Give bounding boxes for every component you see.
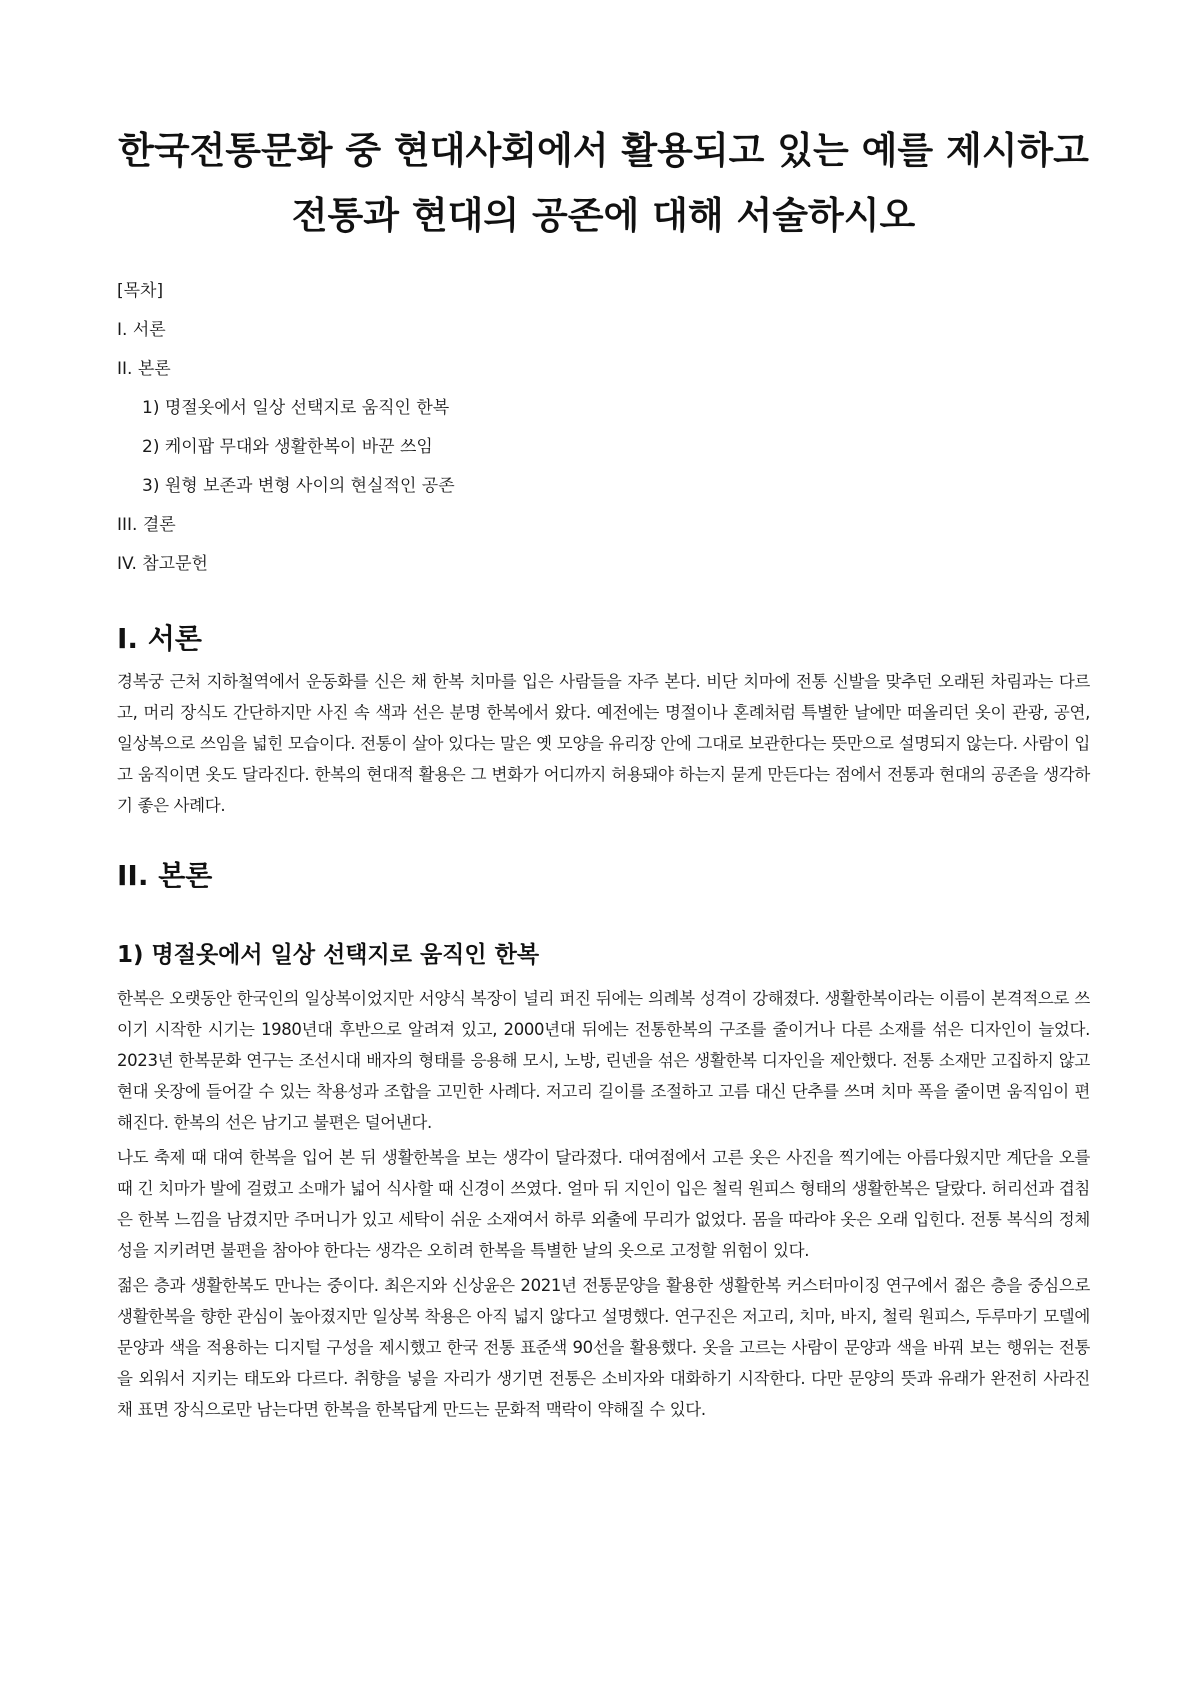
body-sub1-paragraph-2: 나도 축제 때 대여 한복을 입어 본 뒤 생활한복을 보는 생각이 달라졌다. 대여점에서 고른 옷은 사진을 찍기에는 아름다웠지만 계단을 오를 때 긴 치마가 발에 걸렸고 소매가 넓어 식사할 때 신경이 쓰였다. 얼마 뒤 지인이 입은 철릭 원피스 형태의 생활한복은 달랐다. 허리선과 겹침은 한복 느낌을 남겼지만 주머니가 있고 세탁이 쉬운 소재여서 하루 외출에 무리가 없었다. 몸을 따라야 옷은 오래 입힌다. 전통 복식의 정체성을 지키려면 불편을 참아야 한다는 생각은 오히려 한복을 특별한 날의 옷으로 고정할 위험이 있다. [117, 1148, 1090, 1260]
body-sub1-paragraph-1: 한복은 오랫동안 한국인의 일상복이었지만 서양식 복장이 널리 퍼진 뒤에는 의례복 성격이 강해졌다. 생활한복이라는 이름이 본격적으로 쓰이기 시작한 시기는 1980년대 후반으로 알려져 있고, 2000년대 뒤에는 전통한복의 구조를 줄이거나 다른 소재를 섞은 디자인이 늘었다. 2023년 한복문화 연구는 조선시대 배자의 형태를 응용해 모시, 노방, 린넨을 섞은 생활한복 디자인을 제안했다. 전통 소재만 고집하지 않고 현대 옷장에 들어갈 수 있는 착용성과 조합을 고민한 사례다. 저고리 길이를 조절하고 고름 대신 단추를 쓰며 치마 폭을 줄이면 움직임이 편해진다. 한복의 선은 남기고 불편은 덜어낸다. [117, 989, 1090, 1132]
toc-item-references: IV. 참고문헌 [117, 554, 208, 574]
intro-paragraph: 경복궁 근처 지하철역에서 운동화를 신은 채 한복 치마를 입은 사람들을 자주 본다. 비단 치마에 전통 신발을 맞추던 오래된 차림과는 다르고, 머리 장식도 간단하지만 사진 속 색과 선은 분명 한복에서 왔다. 예전에는 명절이나 혼례처럼 특별한 날에만 떠올리던 옷이 관광, 공연, 일상복으로 쓰임을 넓힌 모습이다. 전통이 살아 있다는 말은 옛 모양을 유리장 안에 그대로 보관한다는 뜻만으로 설명되지 않는다. 사람이 입고 움직이면 옷도 달라진다. 한복의 현대적 활용은 그 변화가 어디까지 허용돼야 하는지 묻게 만든다는 점에서 전통과 현대의 공존을 생각하기 좋은 사례다. [117, 672, 1090, 815]
toc-heading: [목차] [117, 281, 164, 301]
toc-item-body-1: 1) 명절옷에서 일상 선택지로 움직인 한복 [142, 398, 450, 418]
toc-item-conclusion: III. 결론 [117, 515, 176, 535]
body-sub1-paragraph-3: 젊은 층과 생활한복도 만나는 중이다. 최은지와 신상윤은 2021년 전통문양을 활용한 생활한복 커스터마이징 연구에서 젊은 층을 중심으로 생활한복을 향한 관심이 높아졌지만 일상복 착용은 아직 넓지 않다고 설명했다. 연구진은 저고리, 치마, 바지, 철릭 원피스, 두루마기 모델에 문양과 색을 적용하는 디지털 구성을 제시했고 한국 전통 표준색 90선을 활용했다. 옷을 고르는 사람이 문양과 색을 바꿔 보는 행위는 전통을 외워서 지키는 태도와 다르다. 취향을 넣을 자리가 생기면 전통은 소비자와 대화하기 시작한다. 다만 문양의 뜻과 유래가 완전히 사라진 채 표면 장식으로만 남는다면 한복을 한복답게 만드는 문화적 맥락이 약해질 수 있다. [117, 1276, 1090, 1419]
body-heading: II. 본론 [117, 859, 213, 892]
intro-heading: I. 서론 [117, 622, 202, 655]
document-title: 한국전통문화 중 현대사회에서 활용되고 있는 예를 제시하고 전통과 현대의 공존에 대해 서술하시오 [118, 129, 1089, 237]
toc-item-body-3: 3) 원형 보존과 변형 사이의 현실적인 공존 [142, 476, 455, 496]
table-of-contents [117, 272, 1090, 584]
toc-item-body-2: 2) 케이팝 무대와 생활한복이 바꾼 쓰임 [142, 437, 433, 457]
toc-item-intro: I. 서론 [117, 320, 166, 340]
body-sub1-heading: 1) 명절옷에서 일상 선택지로 움직인 한복 [117, 942, 540, 968]
toc-item-body: II. 본론 [117, 359, 171, 379]
